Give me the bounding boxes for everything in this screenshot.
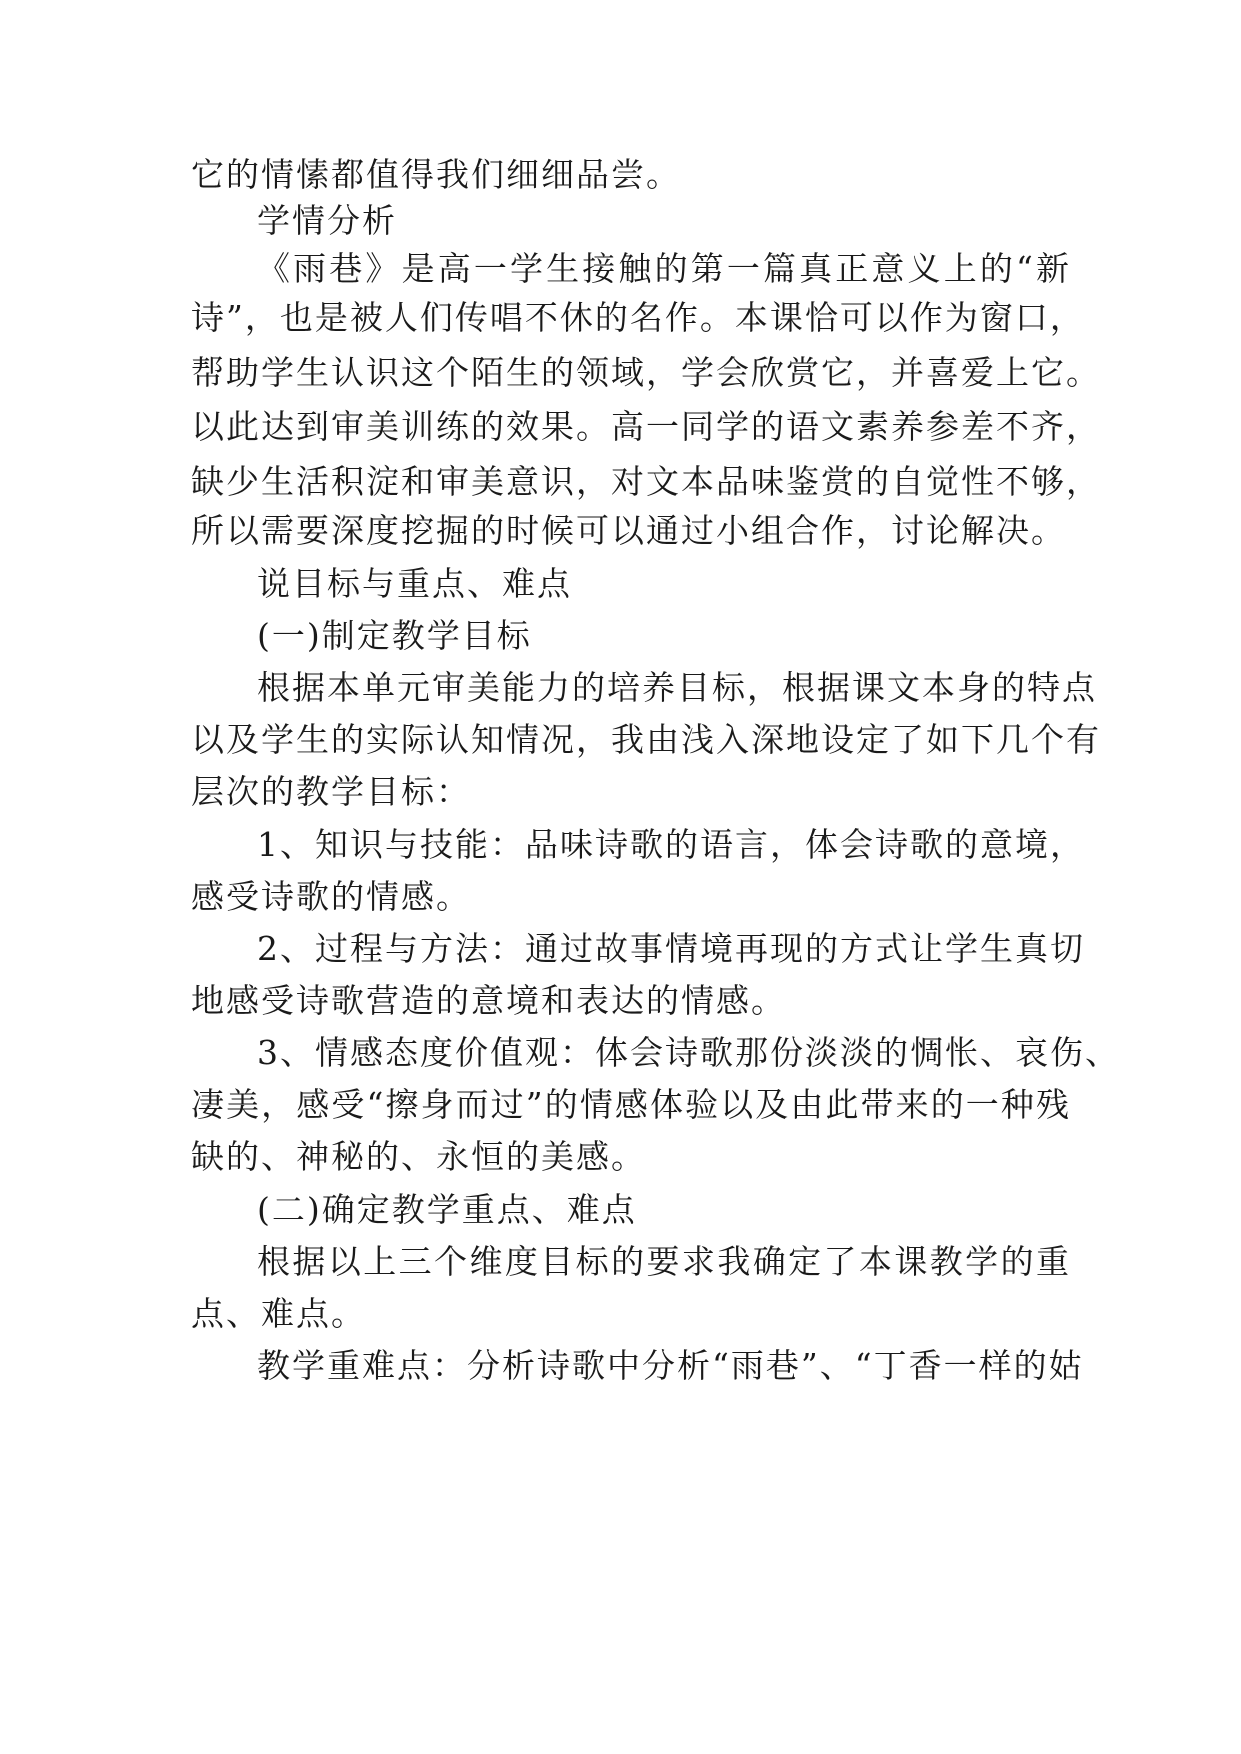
paragraph-line: 缺少生活积淀和审美意识，对文本品味鉴赏的自觉性不够， — [191, 462, 1101, 501]
subsection-heading: (二)确定教学重点、难点 — [257, 1190, 637, 1229]
paragraph-line: 教学重难点：分析诗歌中分析“雨巷”、“丁香一样的姑 — [257, 1346, 1084, 1385]
list-item: 1、知识与技能：品味诗歌的语言，体会诗歌的意境， — [257, 825, 1085, 864]
paragraph-line: 根据本单元审美能力的培养目标，根据课文本身的特点 — [257, 668, 1097, 707]
paragraph-line: 根据以上三个维度目标的要求我确定了本课教学的重 — [257, 1242, 1071, 1281]
section-heading: 学情分析 — [257, 201, 397, 240]
section-heading: 说目标与重点、难点 — [257, 564, 572, 603]
paragraph-line: 以此达到审美训练的效果。高一同学的语文素养参差不齐， — [191, 407, 1101, 446]
paragraph-line: 以及学生的实际认知情况，我由浅入深地设定了如下几个有 — [191, 720, 1101, 759]
paragraph-line: 所以需要深度挖掘的时候可以通过小组合作，讨论解决。 — [191, 511, 1066, 550]
subsection-heading: (一)制定教学目标 — [257, 616, 532, 655]
paragraph-line: 帮助学生认识这个陌生的领域，学会欣赏它，并喜爱上它。 — [191, 353, 1101, 392]
paragraph-line: 凄美，感受“擦身而过”的情感体验以及由此带来的一种残 — [191, 1085, 1071, 1124]
paragraph-line: 诗”，也是被人们传唱不休的名作。本课恰可以作为窗口， — [191, 298, 1085, 337]
paragraph-line: 《雨巷》是高一学生接触的第一篇真正意义上的“新 — [257, 249, 1071, 288]
paragraph-line: 点、难点。 — [191, 1294, 366, 1333]
paragraph-line: 缺的、神秘的、永恒的美感。 — [191, 1137, 646, 1176]
paragraph-line: 感受诗歌的情感。 — [191, 877, 471, 916]
paragraph-line: 它的情愫都值得我们细细品尝。 — [191, 155, 681, 194]
paragraph-line: 层次的教学目标： — [191, 772, 471, 811]
paragraph-line: 地感受诗歌营造的意境和表达的情感。 — [191, 981, 786, 1020]
list-item: 3、情感态度价值观：体会诗歌那份淡淡的惆怅、哀伤、 — [257, 1033, 1120, 1072]
list-item: 2、过程与方法：通过故事情境再现的方式让学生真切 — [257, 929, 1085, 968]
